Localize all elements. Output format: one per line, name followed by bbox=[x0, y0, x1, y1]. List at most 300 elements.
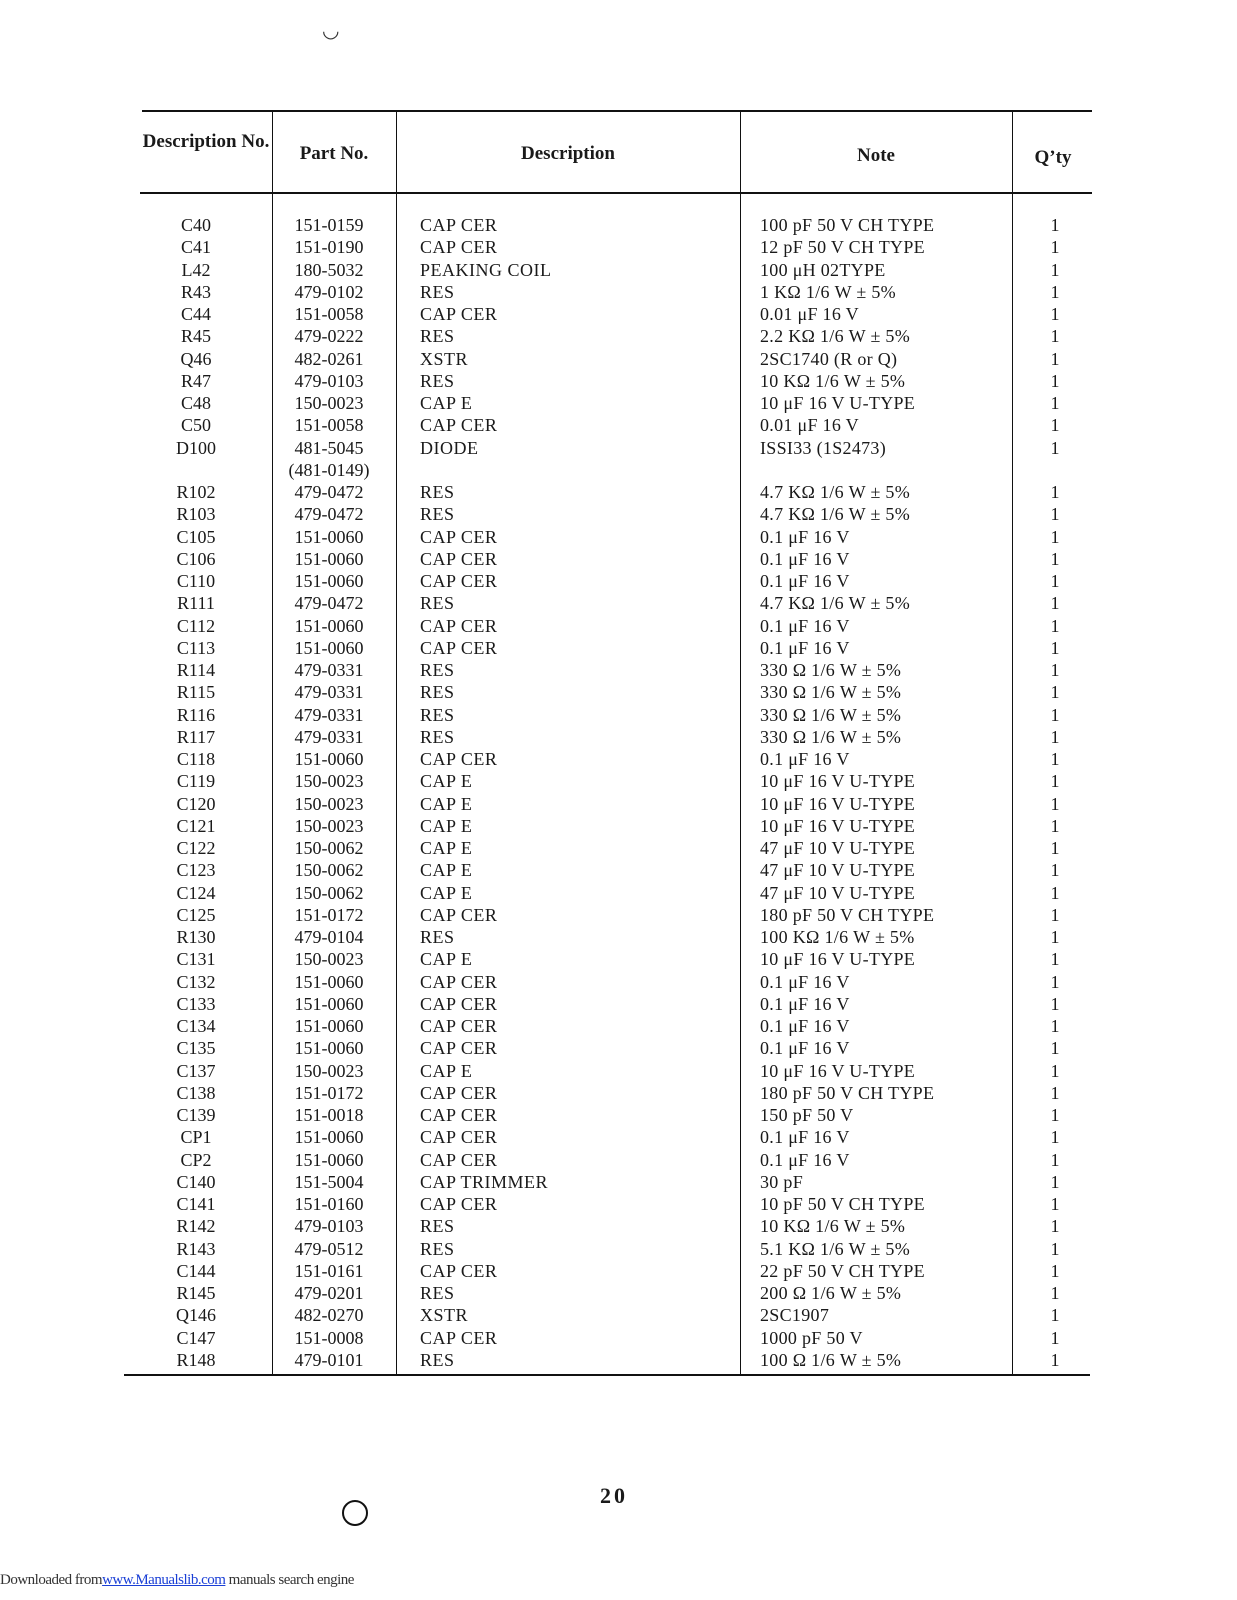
cell-description-no: R117 bbox=[176, 726, 216, 747]
table-row bbox=[128, 882, 1092, 904]
cell-description: RES bbox=[420, 370, 455, 391]
cell-description-no: R130 bbox=[176, 927, 216, 947]
table-row bbox=[128, 1082, 1092, 1104]
cell-part-no: 150-0023 bbox=[294, 949, 364, 970]
cell-description-no: C132 bbox=[176, 971, 216, 992]
header-description-no: Description No. bbox=[142, 131, 270, 152]
cell-part-no: 151-0060 bbox=[294, 993, 364, 1014]
table-row bbox=[128, 748, 1092, 770]
cell-description: DIODE bbox=[420, 437, 479, 458]
table-row bbox=[128, 259, 1092, 281]
header-bottom-rule bbox=[140, 192, 1092, 194]
cell-description: CAP CER bbox=[420, 1082, 498, 1103]
cell-description-no: C137 bbox=[176, 1060, 216, 1081]
table-row bbox=[128, 704, 1092, 726]
cell-description-no: C131 bbox=[176, 949, 216, 970]
cell-note: 100 μH 02TYPE bbox=[760, 259, 886, 280]
table-row bbox=[128, 592, 1092, 614]
table-row bbox=[128, 615, 1092, 637]
cell-description-no: Q46 bbox=[180, 348, 212, 369]
table-row bbox=[128, 904, 1092, 926]
manualslib-link[interactable]: www.Manualslib.com bbox=[102, 1572, 226, 1588]
cell-note: 2.2 KΩ 1/6 W ± 5% bbox=[760, 326, 911, 347]
cell-description-no: C50 bbox=[180, 415, 211, 436]
table-row bbox=[128, 659, 1092, 681]
cell-note: 0.1 μF 16 V bbox=[760, 615, 850, 636]
table-row bbox=[128, 1238, 1092, 1260]
cell-part-no: 151-5004 bbox=[294, 1171, 364, 1192]
cell-part-no: 151-0060 bbox=[294, 1149, 364, 1170]
cell-description: RES bbox=[420, 660, 455, 680]
cell-note: 0.1 μF 16 V bbox=[760, 637, 850, 658]
table-row bbox=[128, 971, 1092, 993]
footer-prefix: Downloaded from bbox=[0, 1572, 103, 1588]
cell-part-no: 151-0060 bbox=[294, 637, 364, 658]
cell-description-no: R114 bbox=[176, 660, 216, 680]
cell-description: CAP CER bbox=[420, 571, 498, 591]
cell-description-no: R103 bbox=[176, 504, 216, 525]
cell-part-no: 151-0060 bbox=[294, 971, 364, 992]
cell-qty: 1 bbox=[1050, 704, 1060, 725]
cell-description: CAP CER bbox=[420, 971, 498, 992]
cell-qty: 1 bbox=[1050, 415, 1060, 436]
cell-description: RES bbox=[420, 593, 455, 614]
cell-description-no: C106 bbox=[176, 548, 216, 569]
cell-part-no: 150-0023 bbox=[294, 1060, 364, 1081]
cell-description-no: C144 bbox=[176, 1260, 216, 1281]
cell-description-no: R102 bbox=[176, 482, 216, 502]
table-row bbox=[128, 726, 1092, 748]
table-row bbox=[128, 1304, 1092, 1326]
cell-note: 0.1 μF 16 V bbox=[760, 993, 850, 1014]
cell-note: 10 KΩ 1/6 W ± 5% bbox=[760, 370, 906, 391]
table-row bbox=[128, 526, 1092, 548]
table-row bbox=[128, 570, 1092, 592]
cell-qty: 1 bbox=[1050, 660, 1060, 680]
table-row bbox=[128, 414, 1092, 436]
cell-qty: 1 bbox=[1050, 793, 1060, 814]
cell-qty: 1 bbox=[1050, 1149, 1060, 1170]
cell-part-no: 479-0331 bbox=[294, 660, 364, 680]
cell-qty: 1 bbox=[1050, 927, 1060, 947]
cell-description: CAP CER bbox=[420, 749, 498, 769]
cell-description: RES bbox=[420, 482, 455, 502]
cell-description-no: C48 bbox=[180, 393, 211, 413]
cell-qty: 1 bbox=[1050, 348, 1060, 369]
cell-description: CAP CER bbox=[420, 1327, 498, 1348]
cell-note: 47 μF 10 V U-TYPE bbox=[760, 838, 916, 858]
table-row bbox=[128, 1149, 1092, 1171]
cell-description: RES bbox=[420, 682, 455, 703]
cell-description: CAP CER bbox=[420, 1260, 498, 1281]
cell-qty: 1 bbox=[1050, 1171, 1060, 1192]
cell-part-no: 150-0062 bbox=[294, 860, 364, 881]
cell-description: CAP CER bbox=[420, 1127, 498, 1148]
table-bottom-rule bbox=[124, 1374, 1090, 1376]
cell-note: 4.7 KΩ 1/6 W ± 5% bbox=[760, 482, 911, 502]
cell-note: 1000 pF 50 V bbox=[760, 1327, 863, 1348]
cell-note: 200 Ω 1/6 W ± 5% bbox=[760, 1283, 902, 1303]
cell-qty: 1 bbox=[1050, 1060, 1060, 1081]
circle-mark bbox=[342, 1500, 368, 1526]
header-qty: Q’ty bbox=[1034, 147, 1072, 168]
cell-part-no: 479-0472 bbox=[294, 593, 364, 614]
cell-part-no: 479-0101 bbox=[294, 1349, 364, 1370]
cell-description: CAP CER bbox=[420, 1038, 498, 1059]
cell-description: RES bbox=[420, 1283, 455, 1303]
cell-note: 330 Ω 1/6 W ± 5% bbox=[760, 704, 902, 725]
cell-part-no: 479-0472 bbox=[294, 504, 364, 525]
cell-description-no: C138 bbox=[176, 1082, 216, 1103]
table-row bbox=[128, 437, 1092, 459]
cell-qty: 1 bbox=[1050, 1238, 1060, 1259]
cell-description-no: R43 bbox=[180, 281, 211, 302]
cell-note: 0.01 μF 16 V bbox=[760, 304, 859, 324]
cell-part-no: 150-0062 bbox=[294, 838, 364, 858]
cell-qty: 1 bbox=[1050, 1283, 1060, 1303]
cell-description: CAP CER bbox=[420, 904, 498, 925]
cell-description: CAP E bbox=[420, 882, 473, 903]
cell-note: 0.1 μF 16 V bbox=[760, 571, 850, 591]
cell-qty: 1 bbox=[1050, 882, 1060, 903]
cell-note: 10 pF 50 V CH TYPE bbox=[760, 1194, 925, 1214]
cell-description-no: C125 bbox=[176, 904, 216, 925]
cell-description-no: R115 bbox=[176, 682, 216, 703]
cell-description: CAP CER bbox=[420, 615, 498, 636]
cell-description: XSTR bbox=[420, 1305, 469, 1326]
cell-part-no: 151-0058 bbox=[294, 304, 364, 324]
table-row bbox=[128, 1260, 1092, 1282]
header-description: Description bbox=[521, 143, 615, 164]
download-footer bbox=[0, 1572, 354, 1589]
cell-description-no: R148 bbox=[176, 1349, 216, 1370]
cell-description: RES bbox=[420, 1216, 455, 1237]
cell-description-no: C133 bbox=[176, 993, 216, 1014]
cell-description-no: C112 bbox=[176, 615, 216, 636]
cell-note: 4.7 KΩ 1/6 W ± 5% bbox=[760, 504, 911, 525]
cell-part-no: (481-0149) bbox=[288, 459, 370, 480]
cell-part-no: 151-0161 bbox=[294, 1260, 364, 1281]
cell-description-no: C122 bbox=[176, 838, 216, 858]
cell-part-no: 151-0172 bbox=[294, 904, 364, 925]
cell-description-no: Q146 bbox=[176, 1305, 216, 1326]
cell-description: CAP CER bbox=[420, 237, 498, 258]
cell-part-no: 479-0512 bbox=[294, 1238, 364, 1259]
cell-description: CAP E bbox=[420, 771, 473, 792]
cell-note: 4.7 KΩ 1/6 W ± 5% bbox=[760, 593, 911, 614]
cell-part-no: 151-0190 bbox=[294, 237, 364, 258]
header-part-no: Part No. bbox=[299, 143, 369, 164]
cell-description-no: R116 bbox=[176, 704, 216, 725]
cell-description: CAP CER bbox=[420, 1105, 498, 1125]
cell-part-no: 151-0060 bbox=[294, 1016, 364, 1036]
table-row bbox=[128, 214, 1092, 236]
cell-part-no: 151-0060 bbox=[294, 615, 364, 636]
cell-qty: 1 bbox=[1050, 281, 1060, 302]
cell-note: 2SC1907 bbox=[760, 1305, 830, 1326]
cell-description-no: C123 bbox=[176, 860, 216, 881]
cell-qty: 1 bbox=[1050, 370, 1060, 391]
table-row bbox=[128, 770, 1092, 792]
cell-note: 0.1 μF 16 V bbox=[760, 1149, 850, 1170]
cell-description-no: C121 bbox=[176, 815, 216, 836]
cell-description: CAP E bbox=[420, 793, 473, 814]
cell-description-no: C40 bbox=[180, 215, 211, 235]
cell-description: CAP TRIMMER bbox=[420, 1171, 549, 1192]
cell-description: CAP CER bbox=[420, 1016, 498, 1036]
cell-part-no: 150-0023 bbox=[294, 815, 364, 836]
cell-note: 10 μF 16 V U-TYPE bbox=[760, 949, 916, 970]
table-body bbox=[128, 214, 1092, 1371]
cell-description: CAP CER bbox=[420, 215, 498, 235]
cell-note: 10 μF 16 V U-TYPE bbox=[760, 393, 916, 413]
cell-note: 10 μF 16 V U-TYPE bbox=[760, 793, 916, 814]
cell-qty: 1 bbox=[1050, 749, 1060, 769]
cell-description-no: C139 bbox=[176, 1105, 216, 1125]
cell-description-no: R143 bbox=[176, 1238, 216, 1259]
cell-part-no: 151-0058 bbox=[294, 415, 364, 436]
cell-description-no: D100 bbox=[176, 437, 216, 458]
table-top-rule bbox=[142, 110, 1092, 112]
table-row bbox=[128, 1171, 1092, 1193]
cell-note: 0.1 μF 16 V bbox=[760, 1127, 850, 1148]
cell-qty: 1 bbox=[1050, 1260, 1060, 1281]
cell-description: RES bbox=[420, 281, 455, 302]
cell-part-no: 150-0023 bbox=[294, 393, 364, 413]
cell-qty: 1 bbox=[1050, 1105, 1060, 1125]
cell-part-no: 151-0060 bbox=[294, 1127, 364, 1148]
table-row bbox=[128, 303, 1092, 325]
cell-part-no: 479-0331 bbox=[294, 726, 364, 747]
cell-qty: 1 bbox=[1050, 1216, 1060, 1237]
cell-description: CAP CER bbox=[420, 1149, 498, 1170]
cell-description-no: C113 bbox=[176, 637, 216, 658]
cell-note: 10 μF 16 V U-TYPE bbox=[760, 815, 916, 836]
cell-description-no: C110 bbox=[176, 571, 216, 591]
cell-note: 2SC1740 (R or Q) bbox=[760, 348, 898, 369]
table-row bbox=[128, 1037, 1092, 1059]
cell-qty: 1 bbox=[1050, 904, 1060, 925]
cell-description-no: C119 bbox=[176, 771, 216, 792]
cell-part-no: 479-0331 bbox=[294, 682, 364, 703]
cell-description: CAP E bbox=[420, 815, 473, 836]
cell-description: CAP CER bbox=[420, 526, 498, 547]
cell-qty: 1 bbox=[1050, 482, 1060, 502]
table-row bbox=[128, 1349, 1092, 1371]
table-row bbox=[128, 236, 1092, 258]
cell-note: 330 Ω 1/6 W ± 5% bbox=[760, 660, 902, 680]
cell-part-no: 150-0023 bbox=[294, 793, 364, 814]
cell-description-no: C147 bbox=[176, 1327, 216, 1348]
cell-qty: 1 bbox=[1050, 237, 1060, 258]
page-number: 20 bbox=[600, 1483, 628, 1508]
cell-description: CAP CER bbox=[420, 304, 498, 324]
cell-description: CAP CER bbox=[420, 993, 498, 1014]
cell-description: RES bbox=[420, 704, 455, 725]
cell-description: CAP E bbox=[420, 949, 473, 970]
cell-description-no: R47 bbox=[180, 370, 211, 391]
footer-suffix: manuals search engine bbox=[228, 1572, 354, 1588]
table-row bbox=[128, 1193, 1092, 1215]
cell-qty: 1 bbox=[1050, 682, 1060, 703]
cell-description: CAP CER bbox=[420, 548, 498, 569]
cell-description-no: CP1 bbox=[180, 1127, 212, 1148]
cell-part-no: 479-0104 bbox=[294, 927, 364, 947]
cell-description: CAP E bbox=[420, 860, 473, 881]
table-row bbox=[128, 993, 1092, 1015]
table-row bbox=[128, 815, 1092, 837]
cell-qty: 1 bbox=[1050, 1305, 1060, 1326]
cell-description: RES bbox=[420, 326, 455, 347]
cell-qty: 1 bbox=[1050, 1194, 1060, 1214]
cell-description: CAP CER bbox=[420, 1194, 498, 1214]
cell-part-no: 150-0062 bbox=[294, 882, 364, 903]
cell-description-no: C134 bbox=[176, 1016, 216, 1036]
cell-part-no: 151-0172 bbox=[294, 1082, 364, 1103]
table-row bbox=[128, 1215, 1092, 1237]
cell-qty: 1 bbox=[1050, 1016, 1060, 1036]
table-row bbox=[128, 948, 1092, 970]
table-row bbox=[128, 1015, 1092, 1037]
cell-qty: 1 bbox=[1050, 815, 1060, 836]
cell-part-no: 479-0201 bbox=[294, 1283, 364, 1303]
cell-qty: 1 bbox=[1050, 215, 1060, 235]
cell-part-no: 482-0261 bbox=[294, 348, 364, 369]
cell-part-no: 151-0060 bbox=[294, 548, 364, 569]
cell-description-no: C141 bbox=[176, 1194, 216, 1214]
cell-description: XSTR bbox=[420, 348, 469, 369]
cell-description-no: R142 bbox=[176, 1216, 216, 1237]
table-row bbox=[128, 637, 1092, 659]
cell-description-no: C140 bbox=[176, 1171, 216, 1192]
cell-part-no: 479-0103 bbox=[294, 370, 364, 391]
cell-description: RES bbox=[420, 1238, 455, 1259]
cell-note: 180 pF 50 V CH TYPE bbox=[760, 1082, 935, 1103]
table-row bbox=[128, 1282, 1092, 1304]
cell-description-no: C41 bbox=[180, 237, 211, 258]
cell-qty: 1 bbox=[1050, 304, 1060, 324]
cell-note: 30 pF bbox=[760, 1171, 804, 1192]
cell-note: 22 pF 50 V CH TYPE bbox=[760, 1260, 925, 1281]
cell-note: 47 μF 10 V U-TYPE bbox=[760, 882, 916, 903]
cell-note: 0.1 μF 16 V bbox=[760, 971, 850, 992]
cell-part-no: 151-0060 bbox=[294, 749, 364, 769]
cell-part-no: 151-0060 bbox=[294, 1038, 364, 1059]
cell-qty: 1 bbox=[1050, 326, 1060, 347]
table-row bbox=[128, 548, 1092, 570]
cell-qty: 1 bbox=[1050, 860, 1060, 881]
cell-part-no: 479-0102 bbox=[294, 281, 364, 302]
cell-description: CAP E bbox=[420, 393, 473, 413]
cell-part-no: 482-0270 bbox=[294, 1305, 364, 1326]
cell-note: 12 pF 50 V CH TYPE bbox=[760, 237, 925, 258]
cell-description: RES bbox=[420, 504, 455, 525]
cell-qty: 1 bbox=[1050, 1349, 1060, 1370]
cell-description-no: R45 bbox=[180, 326, 211, 347]
cell-note: 0.1 μF 16 V bbox=[760, 749, 850, 769]
cell-note: 100 Ω 1/6 W ± 5% bbox=[760, 1349, 902, 1370]
header-note: Note bbox=[857, 145, 895, 166]
cell-part-no: 151-0008 bbox=[294, 1327, 364, 1348]
cell-part-no: 151-0160 bbox=[294, 1194, 364, 1214]
cell-note: 0.1 μF 16 V bbox=[760, 526, 850, 547]
cell-qty: 1 bbox=[1050, 504, 1060, 525]
cell-qty: 1 bbox=[1050, 571, 1060, 591]
table-row bbox=[128, 1327, 1092, 1349]
table-row bbox=[128, 859, 1092, 881]
cell-description-no: C120 bbox=[176, 793, 216, 814]
table-row bbox=[128, 926, 1092, 948]
cell-description: RES bbox=[420, 1349, 455, 1370]
cell-description: CAP CER bbox=[420, 415, 498, 436]
cell-qty: 1 bbox=[1050, 993, 1060, 1014]
cell-qty: 1 bbox=[1050, 259, 1060, 280]
table-row bbox=[128, 348, 1092, 370]
table-row bbox=[128, 325, 1092, 347]
table-row bbox=[128, 503, 1092, 525]
table-row bbox=[128, 459, 1092, 481]
cell-part-no: 479-0222 bbox=[294, 326, 364, 347]
cell-note: 180 pF 50 V CH TYPE bbox=[760, 904, 935, 925]
cell-note: 100 KΩ 1/6 W ± 5% bbox=[760, 927, 915, 947]
table-row bbox=[128, 1104, 1092, 1126]
cell-part-no: 151-0060 bbox=[294, 526, 364, 547]
cell-note: 150 pF 50 V bbox=[760, 1105, 854, 1125]
cell-note: 5.1 KΩ 1/6 W ± 5% bbox=[760, 1238, 911, 1259]
cell-description-no: CP2 bbox=[180, 1149, 212, 1170]
cell-description-no: R145 bbox=[176, 1283, 216, 1303]
cell-part-no: 151-0018 bbox=[294, 1105, 364, 1125]
cell-qty: 1 bbox=[1050, 637, 1060, 658]
cell-note: 47 μF 10 V U-TYPE bbox=[760, 860, 916, 881]
cell-qty: 1 bbox=[1050, 1038, 1060, 1059]
cell-description-no: R111 bbox=[177, 593, 215, 614]
cell-part-no: 479-0331 bbox=[294, 704, 364, 725]
cell-note: 330 Ω 1/6 W ± 5% bbox=[760, 726, 902, 747]
table-row bbox=[128, 370, 1092, 392]
cell-qty: 1 bbox=[1050, 593, 1060, 614]
cell-note: 100 pF 50 V CH TYPE bbox=[760, 215, 935, 235]
cell-part-no: 479-0472 bbox=[294, 482, 364, 502]
cell-qty: 1 bbox=[1050, 1327, 1060, 1348]
cell-note: 0.1 μF 16 V bbox=[760, 1038, 850, 1059]
cell-qty: 1 bbox=[1050, 771, 1060, 792]
cell-part-no: 481-5045 bbox=[294, 437, 364, 458]
cell-description: PEAKING COIL bbox=[420, 259, 552, 280]
cell-description-no: C105 bbox=[176, 526, 216, 547]
table-row bbox=[128, 681, 1092, 703]
cell-qty: 1 bbox=[1050, 548, 1060, 569]
table-row bbox=[128, 1060, 1092, 1082]
cell-qty: 1 bbox=[1050, 1127, 1060, 1148]
cell-note: 10 μF 16 V U-TYPE bbox=[760, 1060, 916, 1081]
cell-description-no: C135 bbox=[176, 1038, 216, 1059]
table-row bbox=[128, 793, 1092, 815]
table-row bbox=[128, 1126, 1092, 1148]
cell-qty: 1 bbox=[1050, 437, 1060, 458]
cell-part-no: 479-0103 bbox=[294, 1216, 364, 1237]
cell-qty: 1 bbox=[1050, 615, 1060, 636]
cell-qty: 1 bbox=[1050, 1082, 1060, 1103]
cell-description: CAP CER bbox=[420, 637, 498, 658]
table-row bbox=[128, 481, 1092, 503]
cell-qty: 1 bbox=[1050, 726, 1060, 747]
cell-qty: 1 bbox=[1050, 949, 1060, 970]
cell-description: RES bbox=[420, 927, 455, 947]
cell-note: 0.1 μF 16 V bbox=[760, 548, 850, 569]
cell-note: 10 KΩ 1/6 W ± 5% bbox=[760, 1216, 906, 1237]
cell-qty: 1 bbox=[1050, 393, 1060, 413]
